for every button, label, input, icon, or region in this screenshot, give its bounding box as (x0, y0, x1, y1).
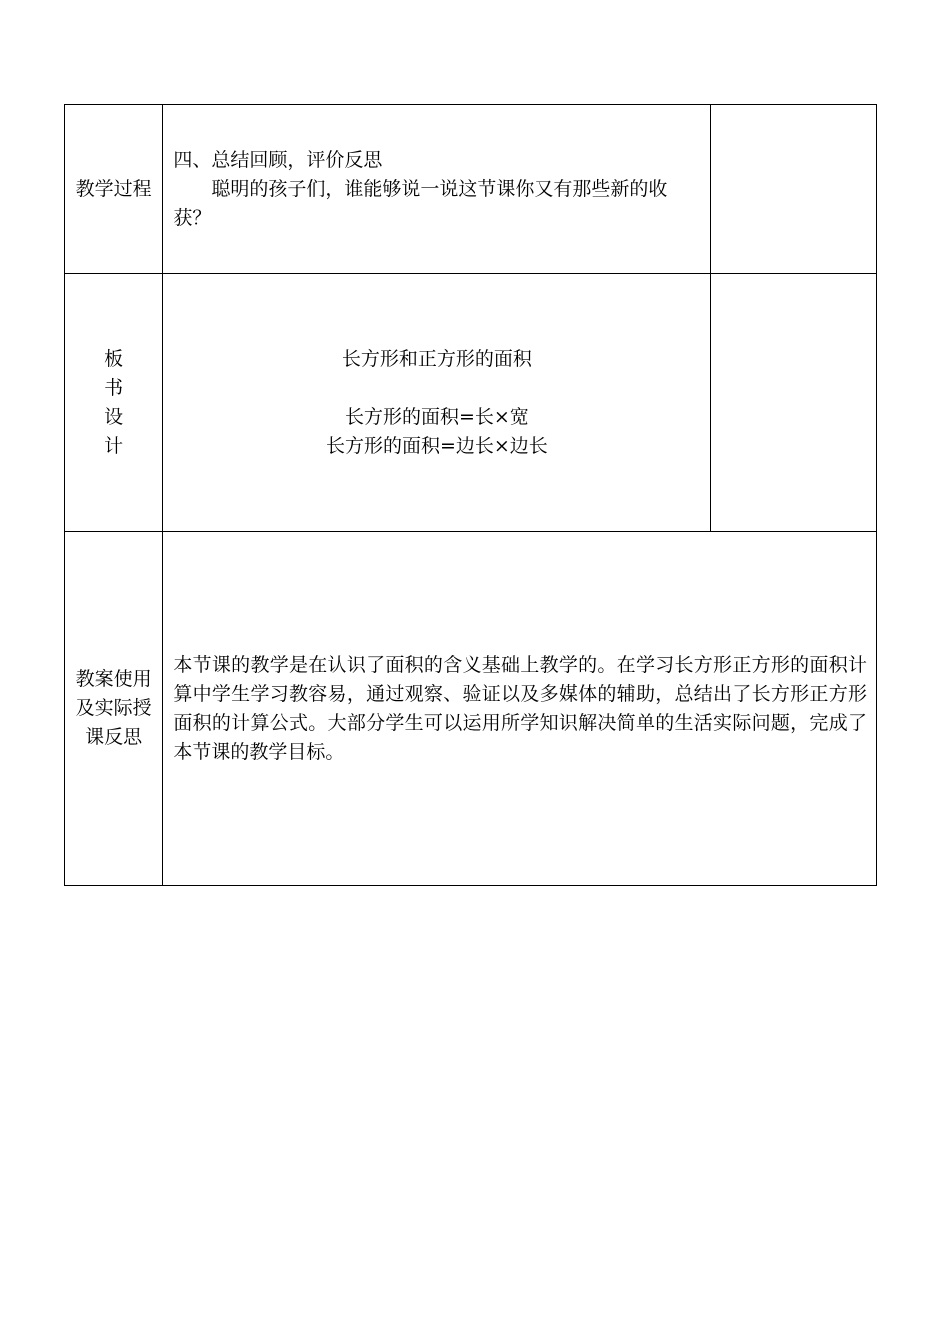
section-body: 聪明的孩子们，谁能够说一说这节课你又有那些新的收获？ (173, 177, 668, 229)
note-cell-board-design (711, 274, 877, 532)
label-teaching-process: 教学过程 (75, 177, 152, 200)
reflection-text: 本节课的教学是在认识了面积的含义基础上教学的。在学习长方形正方形的面积计算中学生学习教容易，通过观察、验证以及多媒体的辅助，总结出了长方形正方形面积的计算公式。大部分学生可以运用所学知识解决简单的生活实际问题，完成了本节课的教学目标。 (173, 653, 867, 763)
formula-square: 长方形的面积=边长×边长 (325, 434, 548, 457)
lesson-plan-table (64, 104, 877, 886)
note-cell-teaching-process (711, 105, 877, 274)
row-reflection (65, 532, 877, 886)
board-title: 长方形和正方形的面积 (341, 347, 532, 370)
label-char: 计 (104, 434, 124, 457)
section-heading: 四、总结回顾，评价反思 (173, 148, 383, 171)
board-design-content (163, 345, 710, 461)
label-reflection: 教案使用及实际授课反思 (75, 668, 152, 748)
label-cell-reflection (65, 532, 163, 886)
row-board-design (65, 274, 877, 532)
label-char: 板 (104, 347, 124, 370)
content-cell-teaching-process (163, 105, 711, 274)
label-board-design (65, 345, 162, 461)
row-teaching-process (65, 105, 877, 274)
label-char: 设 (104, 405, 124, 428)
content-cell-board-design (163, 274, 711, 532)
label-cell-board-design (65, 274, 163, 532)
label-char: 书 (104, 376, 124, 399)
formula-rectangle: 长方形的面积=长×宽 (344, 405, 529, 428)
label-cell-teaching-process (65, 105, 163, 274)
content-cell-reflection (163, 532, 877, 886)
